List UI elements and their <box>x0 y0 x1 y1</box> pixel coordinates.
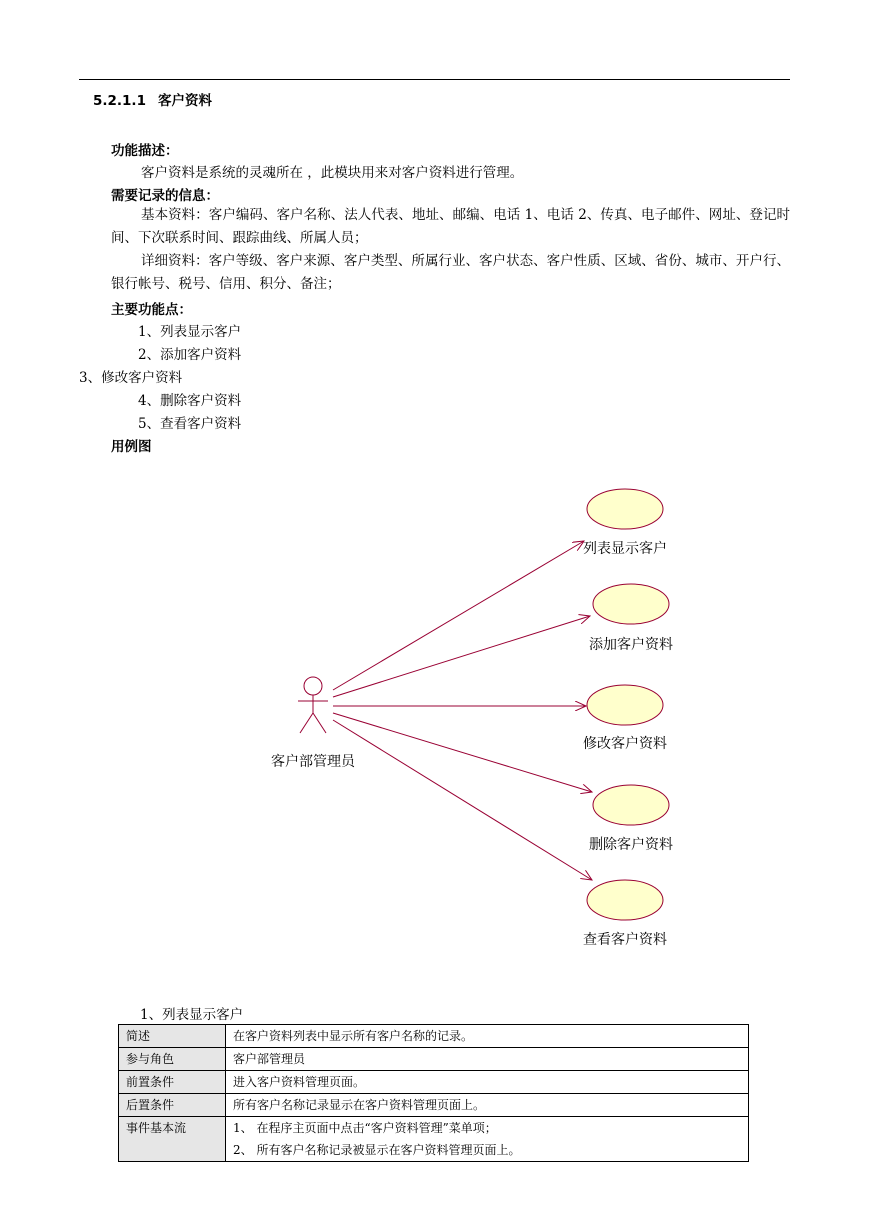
row-label: 简述 <box>119 1025 226 1048</box>
row-label: 后置条件 <box>119 1094 226 1117</box>
row-label: 参与角色 <box>119 1048 226 1071</box>
section-title: 客户资料 <box>157 93 212 109</box>
table-caption: 1、列表显示客户 <box>140 1007 244 1023</box>
feature-item: 3、修改客户资料 <box>79 370 183 386</box>
feature-item: 5、查看客户资料 <box>138 416 242 432</box>
flow-step: 2、 所有客户名称记录被显示在客户资料管理页面上。 <box>233 1143 521 1157</box>
use-case-label: 查看客户资料 <box>583 932 667 948</box>
association-line <box>333 616 590 697</box>
association-line <box>333 720 592 880</box>
row-value <box>226 1117 749 1162</box>
use-case-label: 修改客户资料 <box>583 736 667 752</box>
row-value: 进入客户资料管理页面。 <box>226 1071 749 1094</box>
row-label: 事件基本流 <box>119 1117 226 1162</box>
feature-item: 2、添加客户资料 <box>138 347 242 363</box>
row-value: 客户部管理员 <box>226 1048 749 1071</box>
function-desc-text: 客户资料是系统的灵魂所在 ，此模块用来对客户资料进行管理。 <box>141 165 524 181</box>
row-value: 所有客户名称记录显示在客户资料管理页面上。 <box>226 1094 749 1117</box>
row-value: 在客户资料列表中显示所有客户名称的记录。 <box>226 1025 749 1048</box>
use-case <box>589 785 673 853</box>
use-case-label: 列表显示客户 <box>583 541 667 557</box>
association-line <box>333 713 592 792</box>
association-line <box>333 541 584 690</box>
table-row <box>119 1071 749 1094</box>
table-row <box>119 1094 749 1117</box>
use-case <box>589 584 673 653</box>
use-case-label: 添加客户资料 <box>589 637 673 653</box>
info-detail-text: 详细资料：客户等级、客户来源、客户类型、所属行业、客户状态、客户性质、区域、省份、城市、开户行、银行帐号、税号、信用、积分、备注； <box>111 253 790 292</box>
flow-step: 1、 在程序主页面中点击“客户资料管理”菜单项； <box>233 1121 497 1135</box>
use-case <box>583 880 667 948</box>
function-desc-heading: 功能描述： <box>111 143 179 159</box>
use-case-table <box>118 1024 749 1162</box>
use-case-label: 删除客户资料 <box>589 837 673 853</box>
table-row <box>119 1048 749 1071</box>
table-row <box>119 1025 749 1048</box>
section-number: 5.2.1.1 <box>93 93 146 109</box>
actor-figure <box>298 677 328 733</box>
use-case <box>583 489 667 557</box>
table-row <box>119 1117 749 1162</box>
row-label: 前置条件 <box>119 1071 226 1094</box>
info-heading: 需要记录的信息： <box>111 188 219 204</box>
feature-item: 4、删除客户资料 <box>138 393 242 409</box>
info-basic-text: 基本资料：客户编码、客户名称、法人代表、地址、邮编、电话 1、电话 2、传真、电子邮件、网址、登记时间、下次联系时间、跟踪曲线、所属人员； <box>111 207 790 246</box>
usecase-heading: 用例图 <box>111 439 152 455</box>
actor-label: 客户部管理员 <box>271 754 355 770</box>
feature-item: 1、列表显示客户 <box>138 324 242 340</box>
features-heading: 主要功能点： <box>111 302 192 318</box>
use-case <box>583 685 667 752</box>
